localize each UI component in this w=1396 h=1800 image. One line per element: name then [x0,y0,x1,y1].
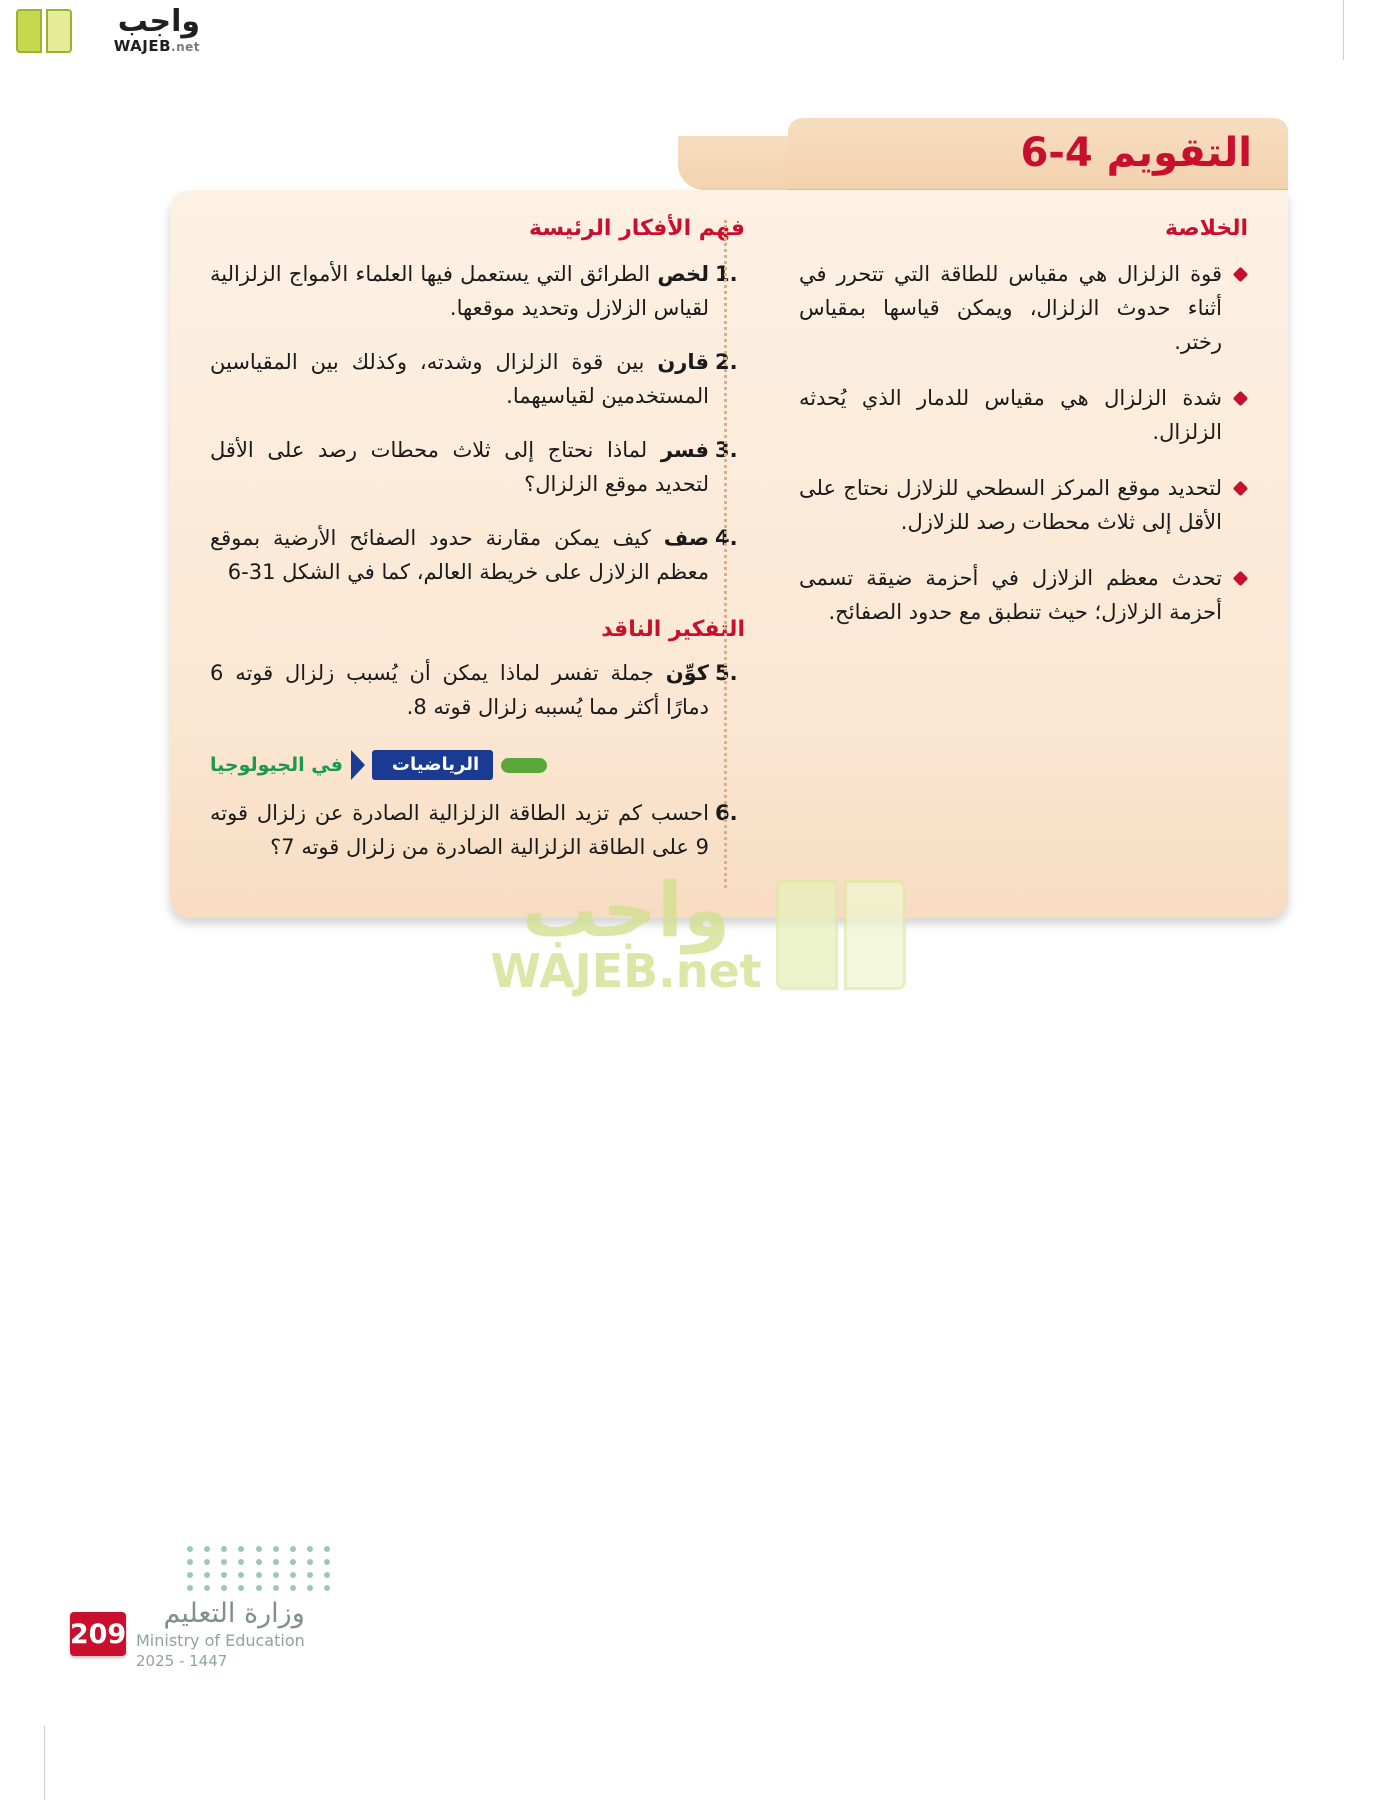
banner-subject-label: في الجيولوجيا [210,754,343,777]
question-number: 4. [715,526,738,551]
question-text: كوِّن جملة تفسر لماذا يمكن أن يُسبب زلزال قوته 6 دمارًا أكثر مما يُسببه زلزال قوته 8. [210,661,709,720]
wajeb-logo-latin: WAJEB.net [113,37,200,55]
footer-row [70,1598,330,1670]
question-verb: قارن [657,350,709,375]
list-item [210,257,745,325]
summary-column [771,216,1254,884]
list-item [210,656,745,724]
watermark-latin: WAJEB.net [490,943,762,998]
list-item [210,345,745,413]
question-text: فسر لماذا نحتاج إلى ثلاث محطات رصد على الأقل لتحديد موقع الزلزال؟ [210,438,709,497]
math-questions-list [210,796,745,864]
question-verb: كوِّن [665,661,709,686]
wajeb-logo-arabic: واجب [117,4,200,39]
main-questions-list [210,257,745,589]
question-number: 5. [715,661,738,686]
question-text: لخص الطرائق التي يستعمل فيها العلماء الأمواج الزلزالية لقياس الزلازل وتحديد موقعها. [210,262,709,321]
critical-thinking-heading: التفكير الناقد [601,617,745,643]
evaluation-panel [170,118,1288,918]
banner-arrow-icon [351,750,365,780]
questions-column [204,216,771,884]
page-edge-rule-top [1343,0,1344,60]
questions-heading: فهم الأفكار الرئيسة [528,216,745,241]
page-title: التقويم 4-6 [1020,130,1252,176]
wajeb-logo [0,0,200,62]
page-number-badge: 209 [70,1612,126,1656]
critical-questions-list [210,656,745,724]
ministry-name-english: Ministry of Education [136,1631,305,1650]
panel-body [170,190,1288,918]
question-verb: لخص [657,262,709,286]
page-footer [70,1546,330,1670]
banner-pill-icon [501,758,547,773]
banner-tag-label: الرياضيات [372,750,493,780]
question-text: قارن بين قوة الزلزال وشدته، وكذلك بين المقياسين المستخدمين لقياسيهما. [210,350,709,409]
list-item: لتحديد موقع المركز السطحي للزلازل نحتاج على الأقل إلى ثلاث محطات رصد للزلازل. [799,471,1248,539]
question-number: 6. [715,801,738,826]
question-number: 1. [715,262,738,286]
question-text: احسب كم تزيد الطاقة الزلزالية الصادرة عن زلزال قوته 9 على الطاقة الزلزالية الصادرة من زلزال قوته 7؟ [210,801,709,860]
question-text: صف كيف يمكن مقارنة حدود الصفائح الأرضية بموقع معظم الزلازل على خريطة العالم، كما في الشكل 31-6 [210,526,709,585]
math-in-geology-banner [210,750,745,780]
list-item [210,433,745,501]
list-item [210,521,745,589]
summary-list [799,257,1248,629]
ministry-block [136,1598,305,1670]
question-number: 3. [715,438,738,463]
ministry-name-arabic: وزارة التعليم [163,1598,305,1629]
page-edge-rule-bottom [44,1726,45,1800]
page-content [166,118,1296,918]
watermark-arabic: واجب [521,864,731,954]
question-verb: فسر [660,438,709,463]
wajeb-logo-text [72,0,200,62]
summary-heading: الخلاصة [1165,216,1248,241]
list-item: تحدث معظم الزلازل في أحزمة ضيقة تسمى أحزمة الزلازل؛ حيث تنطبق مع حدود الصفائح. [799,561,1248,629]
decorative-dots [180,1546,330,1594]
question-number: 2. [715,350,738,375]
list-item: قوة الزلزال هي مقياس للطاقة التي تتحرر في أثناء حدوث الزلزال، ويمكن قياسها بمقياس رختر. [799,257,1248,359]
question-verb: صف [663,526,709,551]
ministry-year: 2025 - 1447 [136,1652,228,1670]
list-item [210,796,745,864]
panel-tab-notch [678,136,788,190]
list-item: شدة الزلزال هي مقياس للدمار الذي يُحدثه الزلزال. [799,381,1248,449]
panel-header [170,118,1288,190]
open-book-icon [16,9,72,53]
